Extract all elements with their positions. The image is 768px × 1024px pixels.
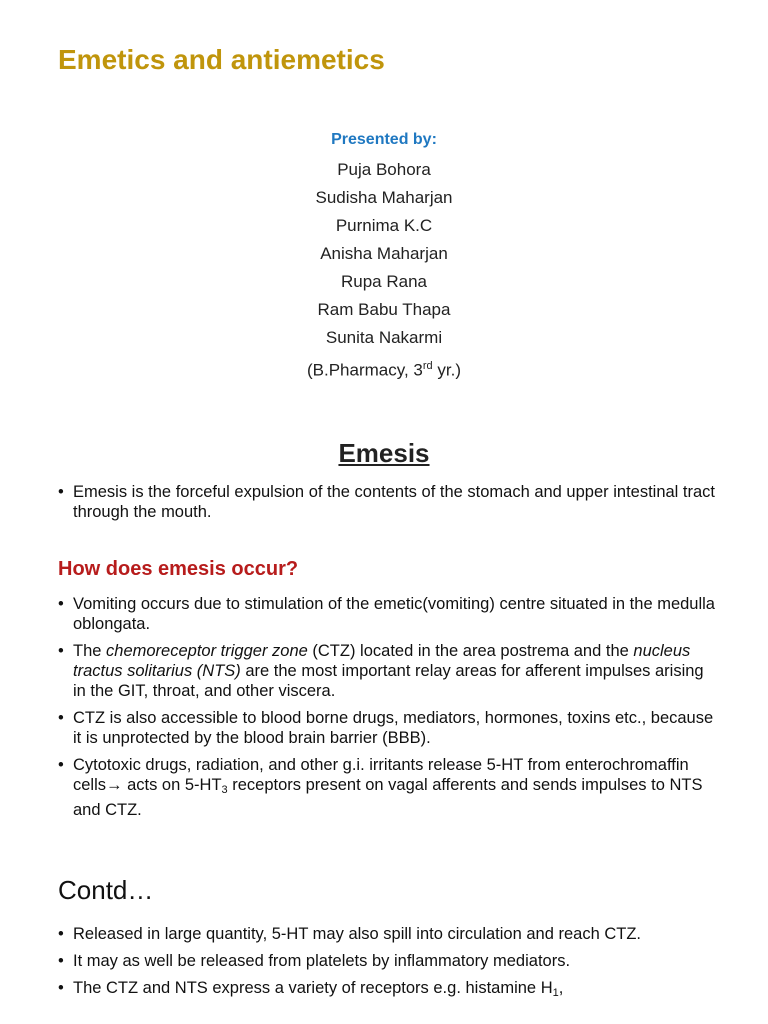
definition-list xyxy=(58,482,718,529)
presenter-name: Purnima K.C xyxy=(335,216,433,235)
mechanism-list xyxy=(58,594,718,827)
presenter-list xyxy=(0,156,768,380)
bullet-item: • CTZ is also accessible to blood borne drugs, mediators, hormones, toxins etc., because it is unprotected by the blood brain barrier (BBB). xyxy=(58,708,718,748)
presenter-name: Sunita Nakarmi xyxy=(325,328,443,347)
bullet-item: • It may as well be released from platelets by inflammatory mediators. xyxy=(58,951,718,971)
bullet-text: receptors present on vagal afferents and sends impulses to NTS and CTZ. xyxy=(73,776,703,819)
presenter-name: Sudisha Maharjan xyxy=(315,188,453,207)
contd-list xyxy=(58,924,718,1010)
slide-emesis xyxy=(0,418,768,850)
presenter-name: Anisha Maharjan xyxy=(320,244,448,263)
bullet-text: , xyxy=(558,979,564,997)
presented-by-label: Presented by: xyxy=(331,131,437,148)
bullet-text: (CTZ) located in the area postrema and the xyxy=(307,642,634,660)
presenter-name: Ram Babu Thapa xyxy=(317,300,451,319)
program-year xyxy=(0,352,768,380)
slide-title xyxy=(0,0,768,418)
program-text: (B.Pharmacy, 3 xyxy=(306,360,423,380)
bullet-text: The xyxy=(73,642,107,660)
presentation-title: Emetics and antiemetics xyxy=(58,44,385,75)
slide-contd xyxy=(0,850,768,1024)
bullet-text: Cytotoxic drugs, radiation, and other g.i. irritants release 5-HT from enterochromaffin cells→ acts on 5-HT xyxy=(73,756,689,794)
section-subtitle: How does emesis occur? xyxy=(58,558,299,580)
bullet-text: The CTZ and NTS express a variety of receptors e.g. histamine H xyxy=(73,979,553,997)
slide-title-emesis: Emesis xyxy=(338,438,430,468)
program-text-end: yr.) xyxy=(432,360,461,380)
subscript: 1 xyxy=(552,987,559,999)
bullet-item: • Emesis is the forceful expulsion of the contents of the stomach and upper intestinal tract through the mouth. xyxy=(58,482,718,522)
program-superscript: rd xyxy=(422,360,433,372)
bullet-item: • Vomiting occurs due to stimulation of the emetic(vomiting) centre situated in the medulla oblongata. xyxy=(58,594,718,634)
bullet-item xyxy=(58,641,718,701)
bullet-item xyxy=(58,755,718,820)
presenter-name: Puja Bohora xyxy=(337,160,431,179)
bullet-item: • Released in large quantity, 5-HT may also spill into circulation and reach CTZ. xyxy=(58,924,718,944)
presenter-name: Rupa Rana xyxy=(340,272,427,291)
bullet-item xyxy=(58,978,718,1003)
italic-term: chemoreceptor trigger zone xyxy=(106,642,308,660)
subscript: 3 xyxy=(221,784,228,796)
bullet-text: are the most important relay areas for afferent impulses arising in the GIT, throat, and other viscera. xyxy=(73,662,704,700)
italic-term: nucleus tractus solitarius (NTS) xyxy=(73,642,691,680)
slide-title-contd: Contd… xyxy=(58,875,154,905)
